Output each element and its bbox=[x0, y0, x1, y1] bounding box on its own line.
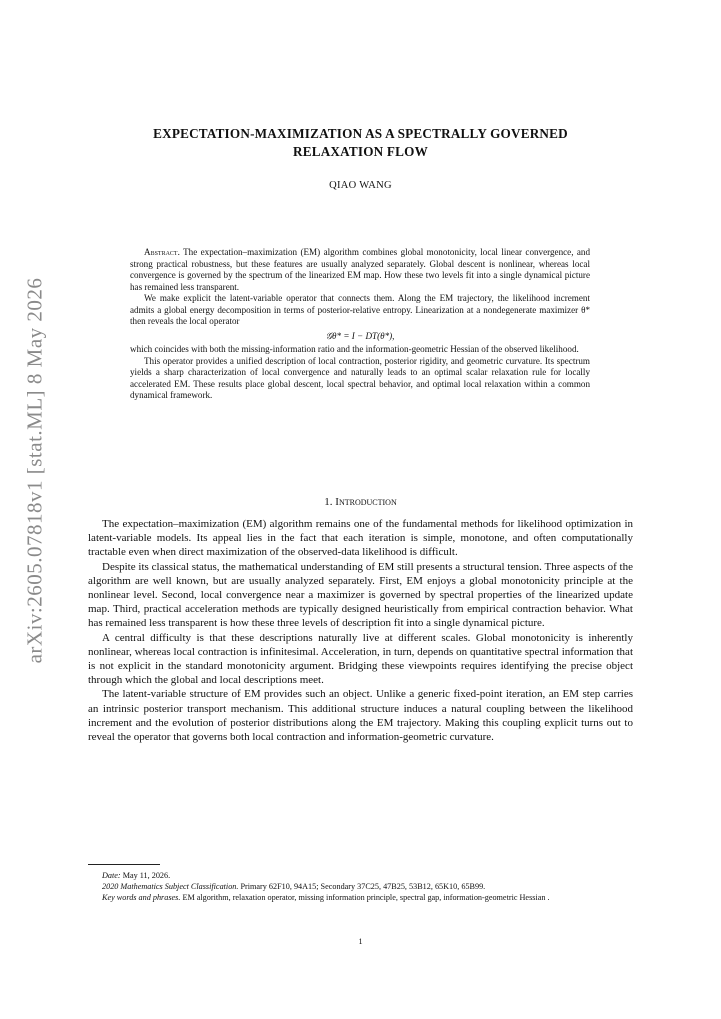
intro-paragraph-1: The expectation–maximization (EM) algorithm remains one of the fundamental methods for likelihood optimization in latent-variable models. Its appeal lies in the fact that each iteration is simple, monotone, and often computationally tractable even when direct maximization of the observed-data likelihood is difficult. bbox=[88, 518, 633, 559]
footnote-keywords bbox=[88, 892, 633, 903]
paper-title bbox=[88, 125, 633, 161]
footnote-date bbox=[88, 870, 633, 881]
section-title: Introduction bbox=[335, 496, 397, 508]
intro-paragraph-2: Despite its classical status, the mathematical understanding of EM still presents a structural tension. Three aspects of the algorithm are well known, but are usually analyzed separately. First, EM enjoys a global monotonicity principle at the nonlinear level. Second, local convergence near a maximizer is governed by spectral properties of the linearized update map. Third, practical acceleration methods are typically designed heuristically from empirical contraction behavior. What has remained less transparent is how these three levels of description fit into a single dynamical picture. bbox=[88, 560, 633, 630]
abstract-paragraph-1 bbox=[130, 247, 590, 293]
intro-paragraph-3: A central difficulty is that these descriptions naturally live at different scales. Global monotonicity is inherently nonlinear, whereas local contraction is infinitesimal. Acceleration, in turn, depends on quantitative spectral information that is not explicit in the standard monotonicity argument. Bridging these viewpoints requires identifying the precise object through which the global and local descriptions meet. bbox=[88, 631, 633, 687]
footnote-msc bbox=[88, 881, 633, 892]
introduction-body bbox=[88, 517, 633, 744]
footnotes bbox=[88, 870, 633, 904]
abstract-paragraph-2: We make explicit the latent-variable operator that connects them. Along the EM trajectory, the likelihood increment admits a global energy decomposition in terms of posterior-relative entropy. Linearization at a nondegenerate maximizer θ* then reveals the local operator bbox=[130, 293, 590, 326]
abstract-equation: 𝒢θ* = I − DT(θ*), bbox=[325, 330, 395, 341]
footnote-date-label: Date: bbox=[102, 871, 121, 880]
paper-title-line-1: EXPECTATION-MAXIMIZATION AS A SPECTRALLY GOVERNED bbox=[153, 126, 568, 141]
abstract-heading: Abstract. bbox=[144, 247, 180, 257]
footnote-msc-value: Primary 62F10, 94A15; Secondary 37C25, 47B25, 53B12, 65K10, 65B99. bbox=[240, 882, 486, 892]
abstract-paragraph-3: which coincides with both the missing-information ratio and the information-geometric Hessian of the observed likelihood. bbox=[130, 344, 579, 354]
abstract-paragraph-1-text: The expectation–maximization (EM) algorithm combines global monotonicity, local linear convergence, and strong practical robustness, but these features are usually analyzed separately. Global descent is nonlinear, whereas local convergence is governed by the spectrum of the linearized EM map. How these two levels fit into a single dynamical picture has remained less transparent. bbox=[130, 247, 590, 292]
footnote-keywords-value: EM algorithm, relaxation operator, missing information principle, spectral gap, information-geometric Hessian . bbox=[182, 893, 550, 903]
page-number: 1 bbox=[358, 937, 363, 946]
arxiv-identifier-stamp bbox=[20, 277, 50, 663]
intro-paragraph-4: The latent-variable structure of EM provides such an object. Unlike a generic fixed-point iteration, an EM step carries an intrinsic posterior transport mechanism. This additional structure induces a natural coupling between the likelihood increment and the evolution of posterior distributions along the EM trajectory. Making this coupling explicit turns out to reveal the operator that governs both local contraction and information-geometric curvature. bbox=[88, 688, 633, 744]
paper-author: QIAO WANG bbox=[329, 180, 392, 191]
footnote-rule bbox=[88, 864, 160, 865]
footnote-date-value: May 11, 2026. bbox=[122, 871, 171, 880]
section-number: 1. bbox=[324, 496, 333, 508]
paper-title-line-2: RELAXATION FLOW bbox=[292, 144, 428, 159]
section-heading-introduction bbox=[88, 496, 633, 508]
footnote-msc-label: 2020 Mathematics Subject Classification. bbox=[102, 882, 239, 892]
abstract bbox=[130, 247, 590, 402]
abstract-paragraph-4: This operator provides a unified description of local contraction, posterior rigidity, and geometric curvature. Its spectrum yields a sharp characterization of local convergence and naturally leads to an optimal scalar relaxation rule for locally accelerated EM. These results place global descent, local spectral behavior, and optimal local relaxation within a common dynamical framework. bbox=[130, 355, 590, 400]
footnote-keywords-label: Key words and phrases. bbox=[102, 893, 181, 903]
arxiv-identifier-text: arXiv:2605.07818v1 [stat.ML] 8 May 2026 bbox=[22, 277, 47, 663]
